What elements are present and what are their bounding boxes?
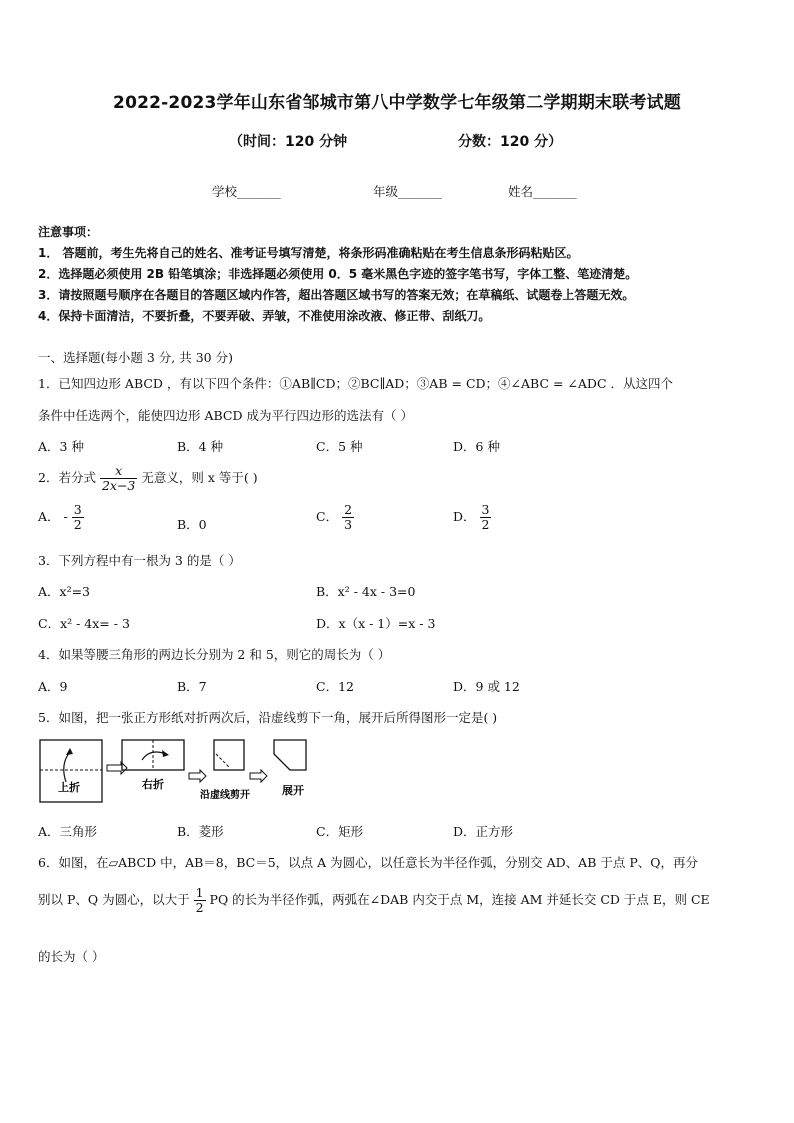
q1-option-d[interactable]: D．6 种 bbox=[453, 439, 500, 454]
q2-prefix: 2．若分式 bbox=[38, 469, 96, 485]
q2-option-c-fraction bbox=[342, 503, 354, 532]
q6-fraction bbox=[194, 886, 206, 915]
q4-option-a[interactable]: A．9 bbox=[38, 679, 68, 694]
q2-option-c-label: C． bbox=[316, 508, 339, 524]
q4-option-d[interactable]: D．9 或 12 bbox=[453, 679, 520, 694]
notice-item: 1． 答题前，考生先将自己的姓名、准考证号填写清楚，将条形码准确粘贴在考生信息条形码粘贴区。 bbox=[38, 246, 579, 260]
fold-right-arrow-icon bbox=[142, 752, 166, 760]
q2-stem bbox=[38, 464, 258, 493]
notice-item: 3．请按照题号顺序在各题目的答题区域内作答，超出答题区域书写的答案无效；在草稿纸、试题卷上答题无效。 bbox=[38, 288, 635, 302]
q2-frac-den: 2x−3 bbox=[101, 477, 136, 493]
small-square-shape bbox=[214, 740, 244, 770]
q4-option-c[interactable]: C．12 bbox=[316, 679, 354, 694]
q5-stem: 5．如图，把一张正方形纸对折两次后，沿虚线剪下一角，展开后所得图形一定是( ) bbox=[38, 710, 498, 725]
q2-option-a-label: A． bbox=[38, 508, 60, 524]
q2-option-d[interactable] bbox=[453, 503, 491, 532]
name-field[interactable]: 姓名_______ bbox=[508, 184, 577, 199]
q6-frac-num: 1 bbox=[195, 885, 204, 900]
q3-option-b[interactable]: B．x² - 4x - 3=0 bbox=[316, 584, 416, 599]
cut-label: 沿虚线剪开 bbox=[200, 790, 250, 801]
q3-option-d[interactable]: D．x（x - 1）=x - 3 bbox=[316, 616, 436, 631]
page-title: 2022-2023学年山东省邹城市第八中学数学七年级第二学期期末联考试题 bbox=[113, 93, 681, 113]
q2-suffix: 无意义，则 x 等于( ) bbox=[141, 469, 258, 485]
notice-heading: 注意事项： bbox=[38, 225, 99, 239]
q1-stem-line2: 条件中任选两个，能使四边形 ABCD 成为平行四边形的选法有（ ） bbox=[38, 408, 413, 423]
right-arrow-icon bbox=[189, 770, 206, 782]
q1-option-a[interactable]: A．3 种 bbox=[38, 439, 84, 454]
q3-option-a[interactable]: A．x²=3 bbox=[38, 584, 91, 599]
section-heading: 一、选择题(每小题 3 分, 共 30 分) bbox=[38, 350, 233, 365]
q2-option-d-fraction bbox=[480, 503, 492, 532]
q6-line2-post: PQ 的长为半径作弧，两弧在∠DAB 内交于点 M，连接 AM 并延长交 CD 于点 E，则 CE bbox=[209, 891, 710, 907]
q2-option-c-den: 3 bbox=[344, 516, 353, 532]
q2-option-b[interactable]: B．0 bbox=[177, 517, 207, 532]
q5-option-b[interactable]: B．菱形 bbox=[177, 824, 224, 839]
unfold-label: 展开 bbox=[282, 784, 304, 797]
q2-option-d-den: 2 bbox=[481, 516, 490, 532]
fold-right-label: 右折 bbox=[142, 778, 164, 791]
q5-option-d[interactable]: D．正方形 bbox=[453, 824, 514, 839]
q2-option-d-label: D． bbox=[453, 508, 476, 524]
q2-option-a[interactable] bbox=[38, 503, 84, 532]
q2-frac-num: x bbox=[100, 464, 137, 479]
notice-block bbox=[38, 222, 637, 327]
q4-stem: 4．如果等腰三角形的两边长分别为 2 和 5，则它的周长为（ ） bbox=[38, 647, 391, 662]
q5-option-c[interactable]: C．矩形 bbox=[316, 824, 364, 839]
notice-item: 4．保持卡面清洁，不要折叠，不要弄破、弄皱，不准使用涂改液、修正带、刮纸刀。 bbox=[38, 309, 491, 323]
time-label: （时间：120 分钟 bbox=[229, 134, 348, 150]
q3-option-c[interactable]: C．x² - 4x= - 3 bbox=[38, 616, 130, 631]
school-field[interactable]: 学校_______ bbox=[212, 184, 281, 199]
score-label: 分数：120 分） bbox=[458, 134, 563, 150]
q1-option-b[interactable]: B．4 种 bbox=[177, 439, 224, 454]
unfolded-shape bbox=[274, 740, 306, 770]
q6-frac-den: 2 bbox=[195, 899, 204, 915]
right-arrow-icon bbox=[107, 762, 127, 774]
q2-fraction bbox=[100, 464, 137, 493]
q6-line2-pre: 别以 P、Q 为圆心，以大于 bbox=[38, 891, 190, 907]
cut-line bbox=[216, 754, 230, 768]
q2-option-a-sign: - bbox=[63, 508, 68, 524]
q1-stem-line1: 1．已知四边形 ABCD ，有以下四个条件：①AB∥CD；②BC∥AD；③AB = CD；④∠ABC = ∠ADC ．从这四个 bbox=[38, 376, 673, 391]
q2-option-c[interactable] bbox=[316, 503, 354, 532]
q2-option-a-den: 2 bbox=[73, 516, 82, 532]
q4-option-b[interactable]: B．7 bbox=[177, 679, 207, 694]
notice-item: 2．选择题必须使用 2B 铅笔填涂；非选择题必须使用 0．5 毫米黑色字迹的签字笔书写，字体工整、笔迹清楚。 bbox=[38, 267, 638, 281]
q6-stem-line1: 6．如图，在▱ABCD 中，AB＝8，BC＝5，以点 A 为圆心，以任意长为半径作弧，分别交 AD、AB 于点 P、Q，再分 bbox=[38, 855, 698, 870]
fold-up-arrow-icon bbox=[64, 752, 70, 782]
q1-option-c[interactable]: C．5 种 bbox=[316, 439, 363, 454]
grade-field[interactable]: 年级_______ bbox=[373, 184, 442, 199]
right-arrow-icon bbox=[250, 770, 267, 782]
q2-option-a-fraction bbox=[72, 503, 84, 532]
paper-folding-diagram bbox=[38, 738, 318, 806]
arrow-head-icon bbox=[66, 748, 73, 755]
q2-option-a-num: 3 bbox=[73, 502, 82, 517]
q2-option-c-num: 2 bbox=[344, 502, 353, 517]
q3-stem: 3．下列方程中有一根为 3 的是（ ） bbox=[38, 553, 241, 568]
fold-up-label: 上折 bbox=[58, 781, 80, 794]
q5-option-a[interactable]: A．三角形 bbox=[38, 824, 98, 839]
arrow-head-icon bbox=[162, 750, 169, 757]
q2-option-d-num: 3 bbox=[481, 502, 490, 517]
q6-stem-line3: 的长为（ ） bbox=[38, 949, 105, 964]
q6-stem-line2 bbox=[38, 886, 710, 915]
